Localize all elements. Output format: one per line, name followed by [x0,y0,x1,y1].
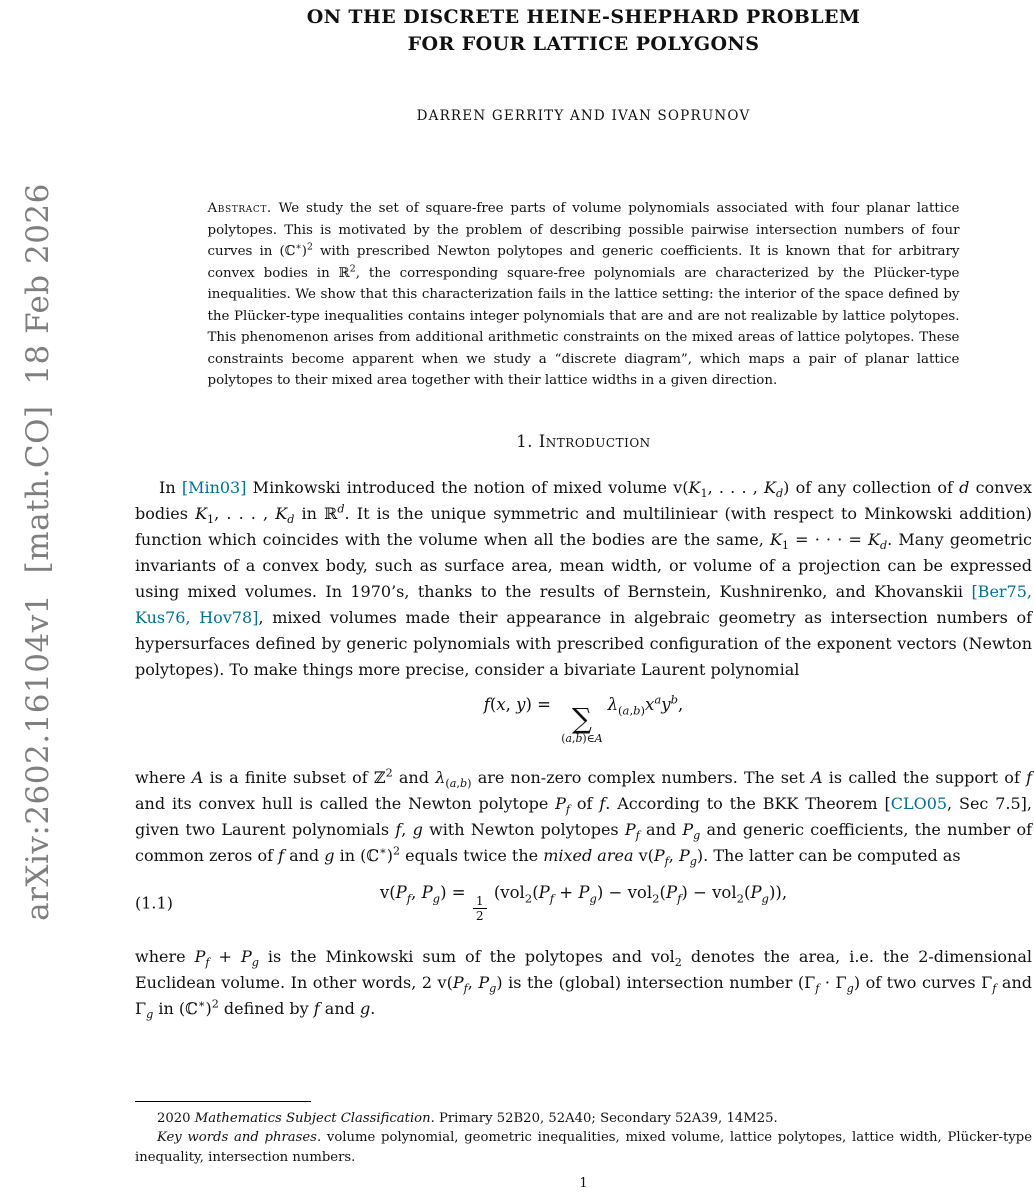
footnote-block [135,1101,1032,1168]
abstract-label: Abstract. [207,201,272,216]
paper-content [135,0,1032,1200]
equation-number: (1.1) [135,893,173,913]
section-heading-introduction: 1. Introduction [516,431,651,451]
footnote-rule [135,1101,311,1102]
display-equation-laurent-polynomial: f(x, y) = ∑ (a,b)∈A $\lambda_{(a,b)}x^ay^b$, [483,692,684,746]
footnote-keywords: Key words and phrases. volume polynomial, geometric inequalities, mixed volume, lattice polytopes, lattice width, Plücker-type inequality, intersection numbers. [135,1130,1033,1165]
paper-title-line2: FOR FOUR LATTICE POLYGONS [407,33,760,55]
page-number: 1 [579,1176,588,1191]
paper-title-line1: ON THE DISCRETE HEINE-SHEPHARD PROBLEM [306,6,861,28]
paragraph-intro-3: where $P_f + P_g$ is the Minkowski sum of the polytopes and vol$_2$ denotes the area, i.e. the 2-dimensional Euclidean volume. In other words, 2 $v(P_f$, $P_g$) is the (global) intersection number $(\Gamma_f \cdot \Gamma_g)$ of two curves $\Gamma_f$ and $\Gamma_g$ in (ℂ∗)$^2$ defined by f and g. [135,946,1033,1022]
abstract-block [208,198,960,392]
equation-1-1-body: $v(P_f$, $P_g$) = $\frac{1}{2}$ $(vol_2(P_f + P_g) - vol_2(P_f) - vol_2(P_g))$, [379,882,788,924]
paper-title [135,4,1032,58]
paragraph-intro-2: where A is a finite subset of ℤ$^2$ and $\lambda_{(a,b)}$ are non-zero complex numbers. The set A is called the support of f and its convex hull is called the Newton polytope $P_f$ of f. According to the BKK Theorem [CLO05, Sec 7.5], given two Laurent polynomials f, g with Newton polytopes $P_f$ and $P_g$ and generic coefficients, the number of common zeros of f and g in (ℂ∗)$^2$ equals twice the mixed area $v(P_f$, $P_g$). The latter can be computed as [135,766,1033,869]
citation-link[interactable]: [Ber75, Kus76, Hov78] [135,581,1032,627]
arxiv-watermark: arXiv:2602.16104v1 [math.CO] 18 Feb 2026 [20,183,56,921]
citation-link[interactable]: CLO05 [890,793,948,813]
citation-link[interactable]: [Min03] [181,477,247,497]
paper-authors: DARREN GERRITY AND IVAN SOPRUNOV [416,108,751,124]
abstract-text: We study the set of square-free parts of volume polynomials associated with four planar lattice polytopes. This is motivated by the problem of describing possible pairwise intersection numbers of four curves in (ℂ∗)$^2$ with prescribed Newton polytopes and generic coefficients. It is known that for arbitrary convex bodies in ℝ$^2$, the corresponding square-free polynomials are characterized by the Plücker-type inequalities. We show that this characterization fails in the lattice setting: the interior of the space defined by the Plücker-type inequalities contains integer polynomials that are and are not realizable by lattice polytopes. This phenomenon arises from additional arithmetic constraints on the mixed areas of lattice polytopes. These constraints become apparent when we study a “discrete diagram”, which maps a pair of planar lattice polytopes to their mixed area together with their lattice widths in a given direction. [207,201,960,388]
paragraph-intro-1: In [Min03] Minkowski introduced the notion of mixed volume $v(K_1$, . . . , $K_d$) of any collection of d convex bodies $K_1$, . . . , $K_d$ in ℝ$^d$. It is the unique symmetric and multiliniear (with respect to Minkowski addition) function which coincides with the volume when all the bodies are the same, $K_1$ = · · · = $K_d$. Many geometric invariants of a convex body, such as surface area, mean width, or volume of a projection can be expressed using mixed volumes. In 1970’s, thanks to the results of Bernstein, Kushnirenko, and Khovanskii [Ber75, Kus76, Hov78], mixed volumes made their appearance in algebraic geometry as intersection numbers of hypersurfaces defined by generic polynomials with prescribed configuration of the exponent vectors (Newton polytopes). To make things more precise, consider a bivariate Laurent polynomial [135,477,1033,679]
footnote-msc: 2020 Mathematics Subject Classification. Primary 52B20, 52A40; Secondary 52A39, 14M25. [157,1110,778,1126]
equation-1-1 [135,883,1032,924]
